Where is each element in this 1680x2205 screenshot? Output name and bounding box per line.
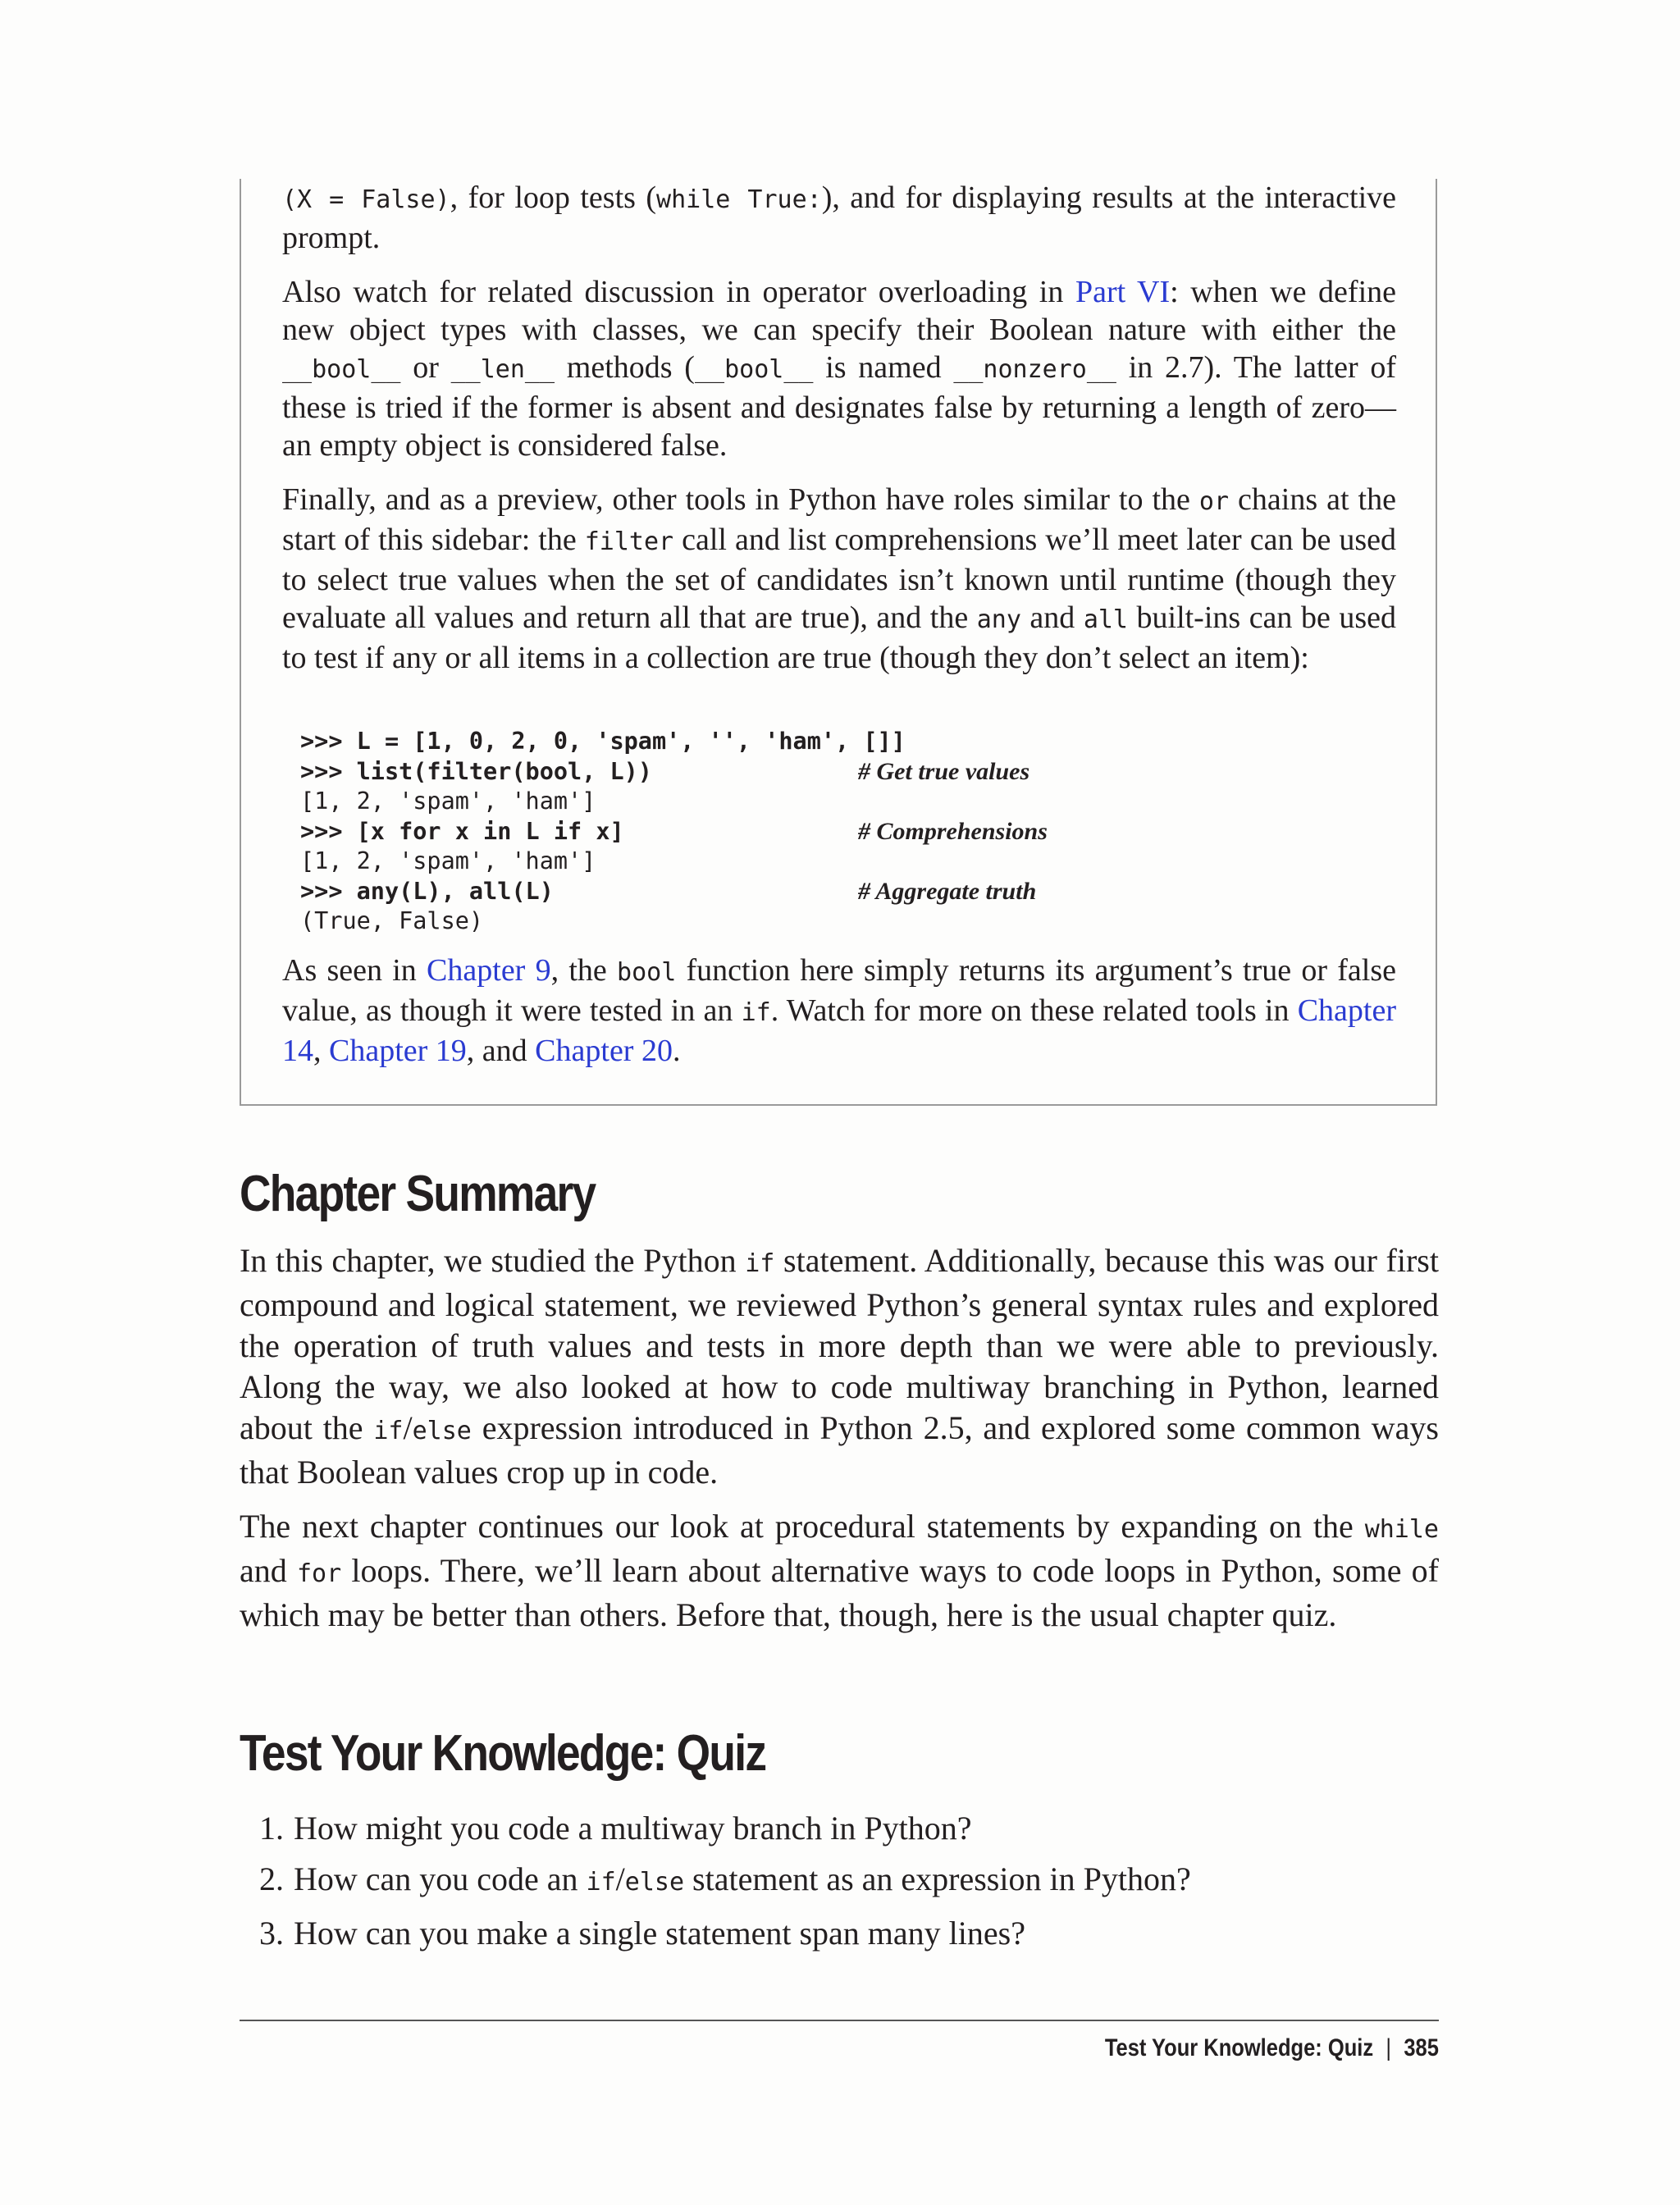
inline-code: or — [1198, 487, 1230, 516]
inline-code: else — [624, 1868, 685, 1897]
chapter-20-link[interactable]: Chapter 20 — [535, 1034, 673, 1068]
inline-code: all — [1083, 605, 1128, 634]
text: Also watch for related discussion in operator overloading in — [282, 275, 1075, 309]
quiz-question — [294, 1854, 1191, 1908]
inline-code: for — [296, 1559, 342, 1588]
text: methods ( — [555, 350, 695, 385]
text: How can you code an — [294, 1860, 587, 1897]
quiz-number: 3. — [259, 1915, 284, 1952]
inline-code: while True: — [656, 185, 822, 214]
inline-code: __bool__ — [282, 355, 401, 384]
quiz-heading: Test Your Knowledge: Quiz — [240, 1725, 766, 1782]
code-line — [300, 906, 1317, 937]
text: built-ins can be used to test if any or all items in a collection are true (though they don’t select an item): — [282, 600, 1396, 675]
code-block — [300, 727, 1317, 937]
text: In this chapter, we studied the Python — [240, 1242, 746, 1279]
text: Finally, and as a preview, other tools in Python have roles similar to the — [282, 482, 1199, 517]
inline-code: if — [745, 1249, 775, 1278]
code-line — [300, 847, 1317, 877]
text: statement. Additionally, because this was our first compound and logical statement, we reviewed Python’s general syntax rules and explored the operation of truth values and tests in more depth than we were able to previously. Along the way, we also looked at how to code multiway branching in Python, learned about the — [240, 1242, 1439, 1446]
text: ), and for displaying results at the interactive prompt. — [282, 180, 1396, 255]
inline-code: __bool__ — [694, 355, 814, 384]
text: and — [1020, 600, 1084, 635]
summary-paragraph-2 — [240, 1506, 1439, 1636]
code-text: (True, False) — [300, 907, 484, 934]
code-comment: # Comprehensions — [858, 817, 1048, 845]
text: / — [615, 1860, 625, 1897]
text: The next chapter continues our look at procedural statements by expanding on the — [240, 1508, 1365, 1545]
text: or — [400, 350, 451, 385]
quiz-item — [259, 1854, 1191, 1908]
text: loops. There, we’ll learn about alternative ways to code loops in Python, some of which may be better than others. Before that, though, here is the usual chapter quiz. — [240, 1552, 1439, 1633]
chapter-summary-body — [240, 1240, 1439, 1649]
code-line — [300, 787, 1317, 817]
code-comment: # Get true values — [858, 757, 1030, 785]
text: , — [313, 1034, 329, 1068]
footer-section-title: Test Your Knowledge: Quiz — [1104, 2034, 1374, 2061]
code-text: [1, 2, 'spam', 'ham'] — [300, 847, 596, 874]
footer-rule — [240, 2020, 1439, 2021]
quiz-question: How can you make a single statement span many lines? — [294, 1915, 1025, 1952]
text: , the — [550, 953, 618, 988]
sidebar-paragraph-3 — [282, 481, 1396, 677]
text: As seen in — [282, 953, 427, 988]
sidebar-content-end — [282, 952, 1396, 1070]
inline-code: any — [976, 605, 1021, 634]
page-footer — [1105, 2034, 1439, 2062]
code-text: >>> list(filter(bool, L)) — [300, 757, 652, 785]
inline-code: if — [741, 998, 771, 1027]
inline-code: if — [586, 1868, 616, 1897]
quiz-item — [259, 1908, 1191, 1959]
text: . Watch for more on these related tools in — [770, 993, 1298, 1028]
code-line — [300, 757, 1317, 788]
code-text: >>> L = [1, 0, 2, 0, 'spam', '', 'ham', []] — [300, 728, 906, 755]
chapter-summary-heading: Chapter Summary — [240, 1166, 596, 1222]
quiz-item — [259, 1803, 1191, 1854]
quiz-number: 2. — [259, 1860, 284, 1897]
code-line — [300, 877, 1317, 907]
book-page — [240, 0, 1439, 2205]
code-text: >>> [x for x in L if x] — [300, 817, 624, 845]
footer-separator: | — [1386, 2034, 1392, 2061]
text: , for loop tests ( — [450, 180, 657, 215]
inline-code: __len__ — [450, 355, 555, 384]
text: and — [240, 1552, 297, 1589]
code-line — [300, 817, 1317, 847]
quiz-question: How might you code a multiway branch in Python? — [294, 1810, 972, 1847]
inline-code: (X = False) — [282, 185, 450, 214]
inline-code: if — [373, 1417, 404, 1445]
code-comment: # Aggregate truth — [858, 877, 1037, 905]
sidebar-box — [240, 179, 1437, 1106]
part-vi-link[interactable]: Part VI — [1075, 275, 1171, 309]
inline-code: bool — [617, 958, 677, 987]
text: . — [672, 1034, 681, 1068]
sidebar-paragraph-4 — [282, 952, 1396, 1070]
text: chains at the start of this sidebar: the — [282, 482, 1396, 557]
inline-code: __nonzero__ — [953, 355, 1116, 384]
inline-code: else — [412, 1417, 472, 1445]
text: in 2.7). The latter of these is tried if the former is absent and designates false by returning a length of zero—an empty object is considered false. — [282, 350, 1396, 463]
text: , and — [466, 1034, 536, 1068]
chapter-14-link[interactable]: Chapter 14 — [282, 993, 1396, 1068]
summary-paragraph-1 — [240, 1240, 1439, 1493]
text: is named — [813, 350, 954, 385]
quiz-number: 1. — [259, 1810, 284, 1847]
sidebar-paragraph-1 — [282, 179, 1396, 257]
code-line — [300, 727, 1317, 757]
quiz-list — [259, 1803, 1191, 1959]
inline-code: while — [1364, 1515, 1439, 1544]
text: / — [403, 1409, 413, 1446]
page-number: 385 — [1404, 2034, 1439, 2061]
text: : when we define new object types with classes, we can specify their Boolean nature with either the — [282, 275, 1397, 347]
sidebar-content — [282, 179, 1396, 693]
code-text: >>> any(L), all(L) — [300, 877, 554, 905]
text: function here simply returns its argument’s true or false value, as though it were tested in an — [282, 953, 1396, 1028]
text: expression introduced in Python 2.5, and explored some common ways that Boolean values crop up in code. — [240, 1409, 1439, 1491]
code-text: [1, 2, 'spam', 'ham'] — [300, 788, 596, 815]
text: statement as an expression in Python? — [684, 1860, 1191, 1897]
sidebar-paragraph-2 — [282, 273, 1396, 464]
inline-code: filter — [584, 527, 674, 556]
chapter-9-link[interactable]: Chapter 9 — [427, 953, 551, 988]
chapter-19-link[interactable]: Chapter 19 — [329, 1034, 467, 1068]
text: call and list comprehensions we’ll meet later can be used to select true values when the set of candidates isn’t known until runtime (though they evaluate all values and return all that are true), and the — [282, 523, 1396, 635]
